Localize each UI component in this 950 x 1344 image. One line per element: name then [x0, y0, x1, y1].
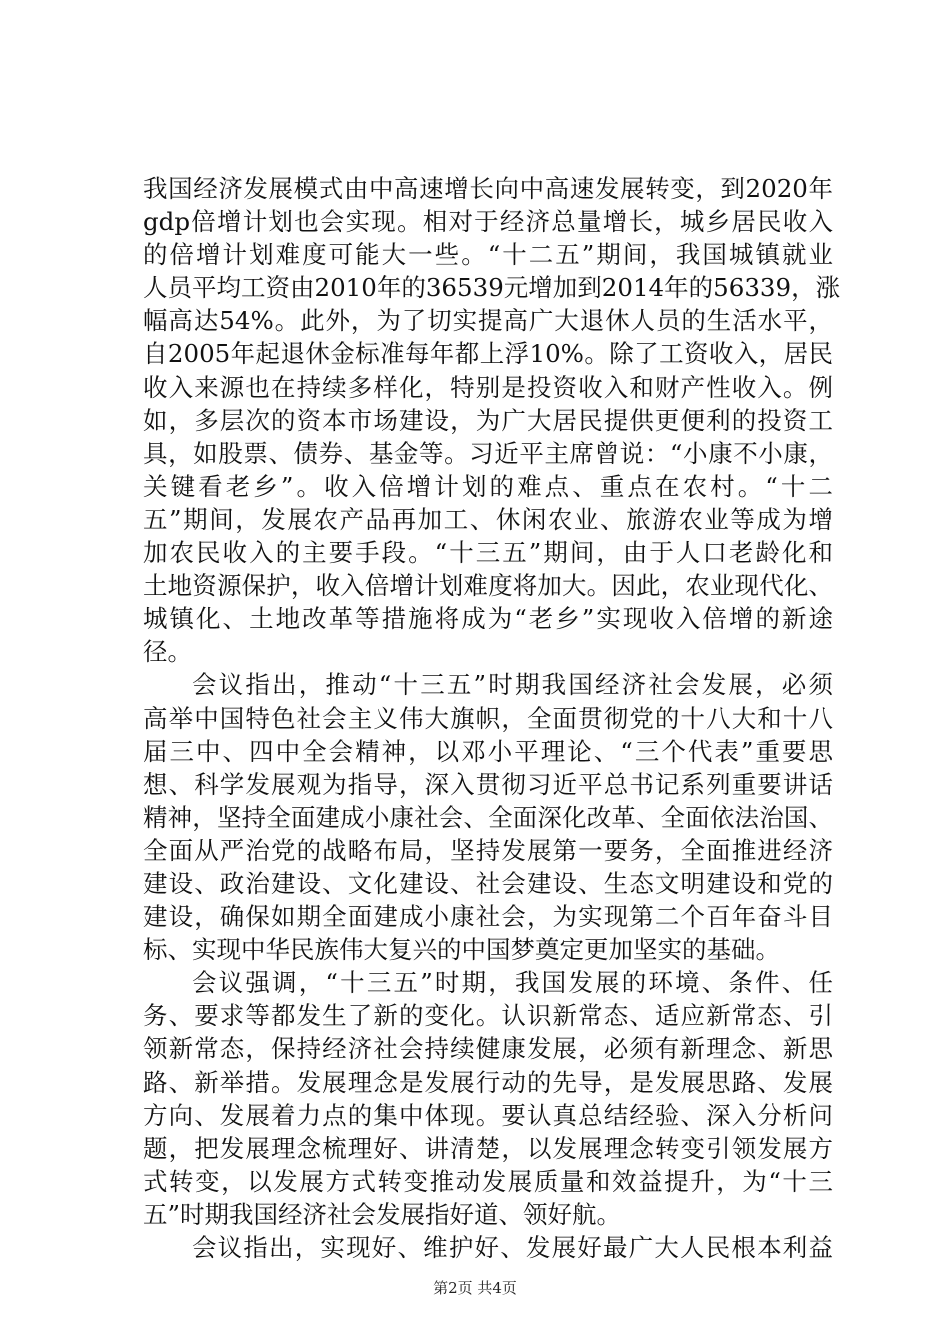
paragraph-2-line-1: 会议指出，推动“十三五”时期我国经济社会发展，必须 — [192, 670, 833, 700]
document-body — [143, 172, 841, 1264]
paragraph-3-line-4: 路、新举措。发展理念是发展行动的先导，是发展思路、发展 — [143, 1067, 833, 1097]
paragraph-1-line-3: 的倍增计划难度可能大一些。“十二五”期间，我国城镇就业 — [143, 240, 833, 270]
paragraph-1-line-2: gdp倍增计划也会实现。相对于经济总量增长，城乡居民收入 — [143, 207, 833, 237]
paragraph-1-line-5: 幅高达54%。此外，为了切实提高广大退休人员的生活水平， — [143, 306, 833, 336]
paragraph-3-line-5: 方向、发展着力点的集中体现。要认真总结经验、深入分析问 — [143, 1100, 833, 1130]
paragraph-3-line-7: 式转变，以发展方式转变推动发展质量和效益提升，为“十三 — [143, 1166, 833, 1196]
paragraph-3-line-2: 务、要求等都发生了新的变化。认识新常态、适应新常态、引 — [143, 1001, 833, 1031]
paragraph-4-line-1: 会议指出，实现好、维护好、发展好最广大人民根本利益 — [192, 1233, 833, 1262]
paragraph-1-line-12: 加农民收入的主要手段。“十三五”期间，由于人口老龄化和 — [143, 538, 833, 568]
paragraph-1-line-13: 土地资源保护，收入倍增计划难度将加大。因此，农业现代化、 — [143, 571, 833, 601]
paragraph-3-line-3: 领新常态，保持经济社会持续健康发展，必须有新理念、新思 — [143, 1034, 833, 1064]
paragraph-1-line-14: 城镇化、土地改革等措施将成为“老乡”实现收入倍增的新途 — [143, 604, 833, 634]
paragraph-3-line-6: 题，把发展理念梳理好、讲清楚，以发展理念转变引领发展方 — [143, 1133, 833, 1163]
paragraph-1-line-1: 我国经济发展模式由中高速增长向中高速发展转变，到2020年 — [143, 174, 833, 203]
paragraph-3-line-8: 五”时期我国经济社会发展指好道、领好航。 — [143, 1199, 622, 1229]
paragraph-1-line-7: 收入来源也在持续多样化，特别是投资收入和财产性收入。例 — [143, 372, 833, 402]
paragraph-2-line-9: 标、实现中华民族伟大复兴的中国梦奠定更加坚实的基础。 — [143, 935, 780, 965]
paragraph-1-line-4: 人员平均工资由2010年的36539元增加到2014年的56339，涨 — [143, 273, 841, 303]
paragraph-1-line-8: 如，多层次的资本市场建设，为广大居民提供更便利的投资工 — [143, 405, 833, 435]
paragraph-1-line-9: 具，如股票、债券、基金等。习近平主席曾说：“小康不小康， — [143, 438, 833, 468]
paragraph-1-line-15: 径。 — [143, 637, 192, 667]
paragraph-2-line-4: 想、科学发展观为指导，深入贯彻习近平总书记系列重要讲话 — [143, 769, 833, 799]
page-number-footer: 第2页 共4页 — [433, 1279, 517, 1297]
paragraph-2-line-5: 精神，坚持全面建成小康社会、全面深化改革、全面依法治国、 — [143, 802, 833, 832]
paragraph-1-line-6: 自2005年起退休金标准每年都上浮10%。除了工资收入，居民 — [143, 339, 833, 369]
paragraph-2-line-7: 建设、政治建设、文化建设、社会建设、生态文明建设和党的 — [143, 868, 833, 898]
paragraph-1-line-10: 关键看老乡”。收入倍增计划的难点、重点在农村。“十二 — [143, 471, 833, 501]
paragraph-2-line-3: 届三中、四中全会精神，以邓小平理论、“三个代表”重要思 — [143, 736, 833, 766]
paragraph-2-line-8: 建设，确保如期全面建成小康社会，为实现第二个百年奋斗目 — [143, 902, 833, 932]
paragraph-1-line-11: 五”期间，发展农产品再加工、休闲农业、旅游农业等成为增 — [143, 504, 833, 534]
paragraph-2-line-6: 全面从严治党的战略布局，坚持发展第一要务，全面推进经济 — [143, 835, 833, 865]
paragraph-3-line-1: 会议强调，“十三五”时期，我国发展的环境、条件、任 — [192, 968, 833, 998]
paragraph-2-line-2: 高举中国特色社会主义伟大旗帜，全面贯彻党的十八大和十八 — [143, 703, 833, 733]
